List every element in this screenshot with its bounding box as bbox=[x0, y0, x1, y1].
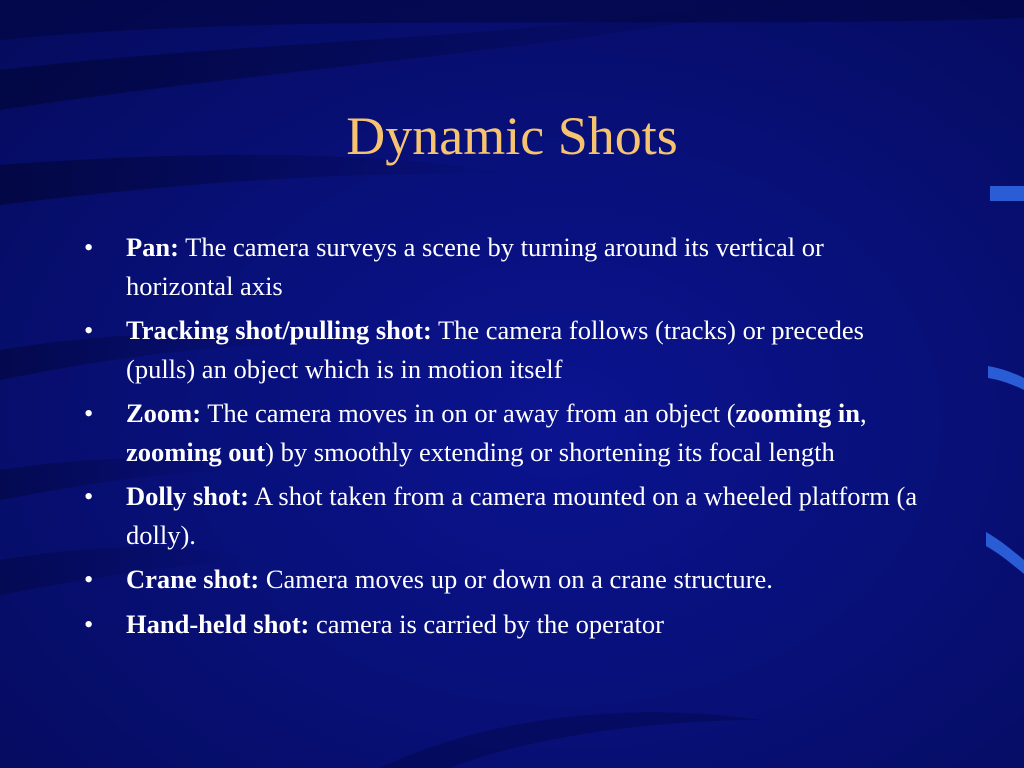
bullet-item-zoom bbox=[84, 394, 934, 471]
bullet-text: The camera surveys a scene by turning around its vertical or horizontal axis bbox=[126, 232, 824, 301]
bullet-text-separator: , bbox=[859, 398, 867, 428]
bullet-text: The camera follows (tracks) or precedes (pulls) an object which is in motion itself bbox=[126, 315, 864, 384]
bullet-item-hand-held-shot bbox=[84, 605, 934, 644]
bullet-item-crane-shot bbox=[84, 560, 934, 599]
bullet-term: Pan: bbox=[126, 232, 179, 262]
bullet-text: A shot taken from a camera mounted on a wheeled platform (a dolly). bbox=[126, 481, 918, 550]
bullet-dot: • bbox=[84, 608, 94, 639]
bullet-text: camera is carried by the operator bbox=[309, 608, 664, 639]
bullet-term: Tracking shot/pulling shot: bbox=[126, 315, 432, 345]
bullet-item-tracking-shot bbox=[84, 311, 934, 388]
bullet-item-pan bbox=[84, 228, 934, 305]
bullet-term: Crane shot: bbox=[126, 564, 260, 594]
bullet-dot: • bbox=[84, 232, 94, 262]
bullet-term: Hand-held shot: bbox=[126, 608, 310, 639]
accent-stripe bbox=[986, 532, 1024, 574]
bullet-text: ) by smoothly extending or shortening its focal length bbox=[265, 436, 835, 467]
accent-stripe bbox=[990, 186, 1024, 201]
bullet-dot: • bbox=[84, 481, 94, 511]
bullet-text: Camera moves up or down on a crane structure. bbox=[259, 564, 773, 594]
bullet-dot: • bbox=[84, 398, 94, 428]
accent-stripe bbox=[988, 366, 1024, 390]
bullet-term: Dolly shot: bbox=[126, 481, 249, 511]
bullet-item-dolly-shot bbox=[84, 477, 934, 554]
slide-title: Dynamic Shots bbox=[346, 106, 678, 166]
bullet-list bbox=[84, 228, 934, 649]
bullet-emphasis-zooming-in: zooming in bbox=[735, 398, 860, 428]
bullet-text: The camera moves in on or away from an object ( bbox=[201, 398, 736, 428]
bullet-dot: • bbox=[84, 315, 94, 345]
bullet-term: Zoom: bbox=[126, 398, 202, 428]
bullet-emphasis-zooming-out: zooming out bbox=[126, 436, 266, 467]
bullet-dot: • bbox=[84, 564, 94, 594]
